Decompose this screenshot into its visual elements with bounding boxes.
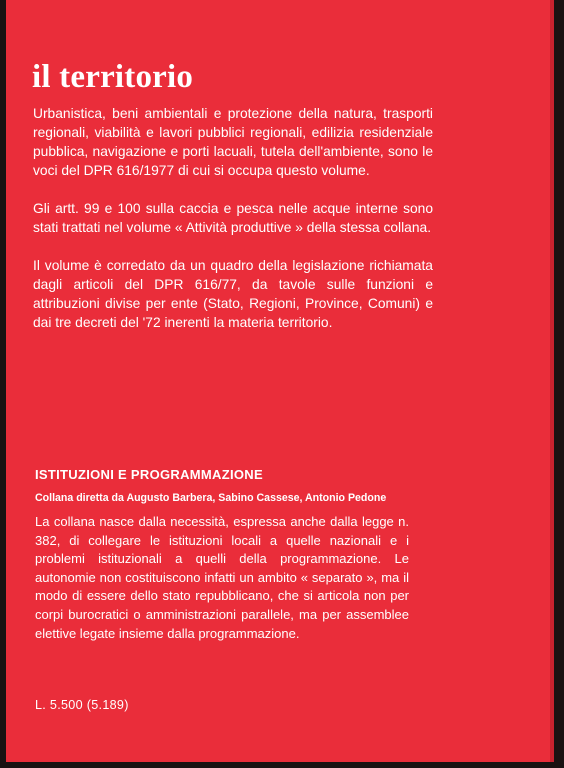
price-label: L. 5.500 (5.189) <box>35 698 129 712</box>
description-paragraph-2: Gli artt. 99 e 100 sulla caccia e pesca nelle acque interne sono stati trattati nel volume « Attività produttive » della stessa collana. <box>33 201 433 235</box>
book-back-cover <box>6 0 554 762</box>
description-paragraph-3: Il volume è corredato da un quadro della legislazione richiamata dagli articoli del DPR 616/77, da tavole sulle funzioni e attribuzioni divise per ente (Stato, Regioni, Province, Comuni) e dai tre decreti del '72 inerenti la materia territorio. <box>33 258 433 330</box>
series-editors: Collana diretta da Augusto Barbera, Sabino Cassese, Antonio Pedone <box>35 492 387 504</box>
series-title: ISTITUZIONI E PROGRAMMAZIONE <box>35 467 263 482</box>
book-title: il territorio <box>32 59 194 95</box>
description-paragraph-1: Urbanistica, beni ambientali e protezione della natura, trasporti regionali, viabilità e lavori pubblici regionali, edilizia residenziale pubblica, navigazione e porti lacuali, tutela dell'ambiente, sono le voci del DPR 616/1977 di cui si occupa questo volume. <box>33 106 433 178</box>
series-description: La collana nasce dalla necessità, espressa anche dalla legge n. 382, di collegare le istituzioni locali a quelle nazionali e i problemi istituzionali a quelli della programmazione. Le autonomie non costituiscono infatti un ambito « separato », ma il modo di essere dello stato repubblicano, che si articola non per corpi burocratici o amministrazioni parallele, ma per assemblee elettive legate insieme dalla programmazione. <box>35 514 409 641</box>
